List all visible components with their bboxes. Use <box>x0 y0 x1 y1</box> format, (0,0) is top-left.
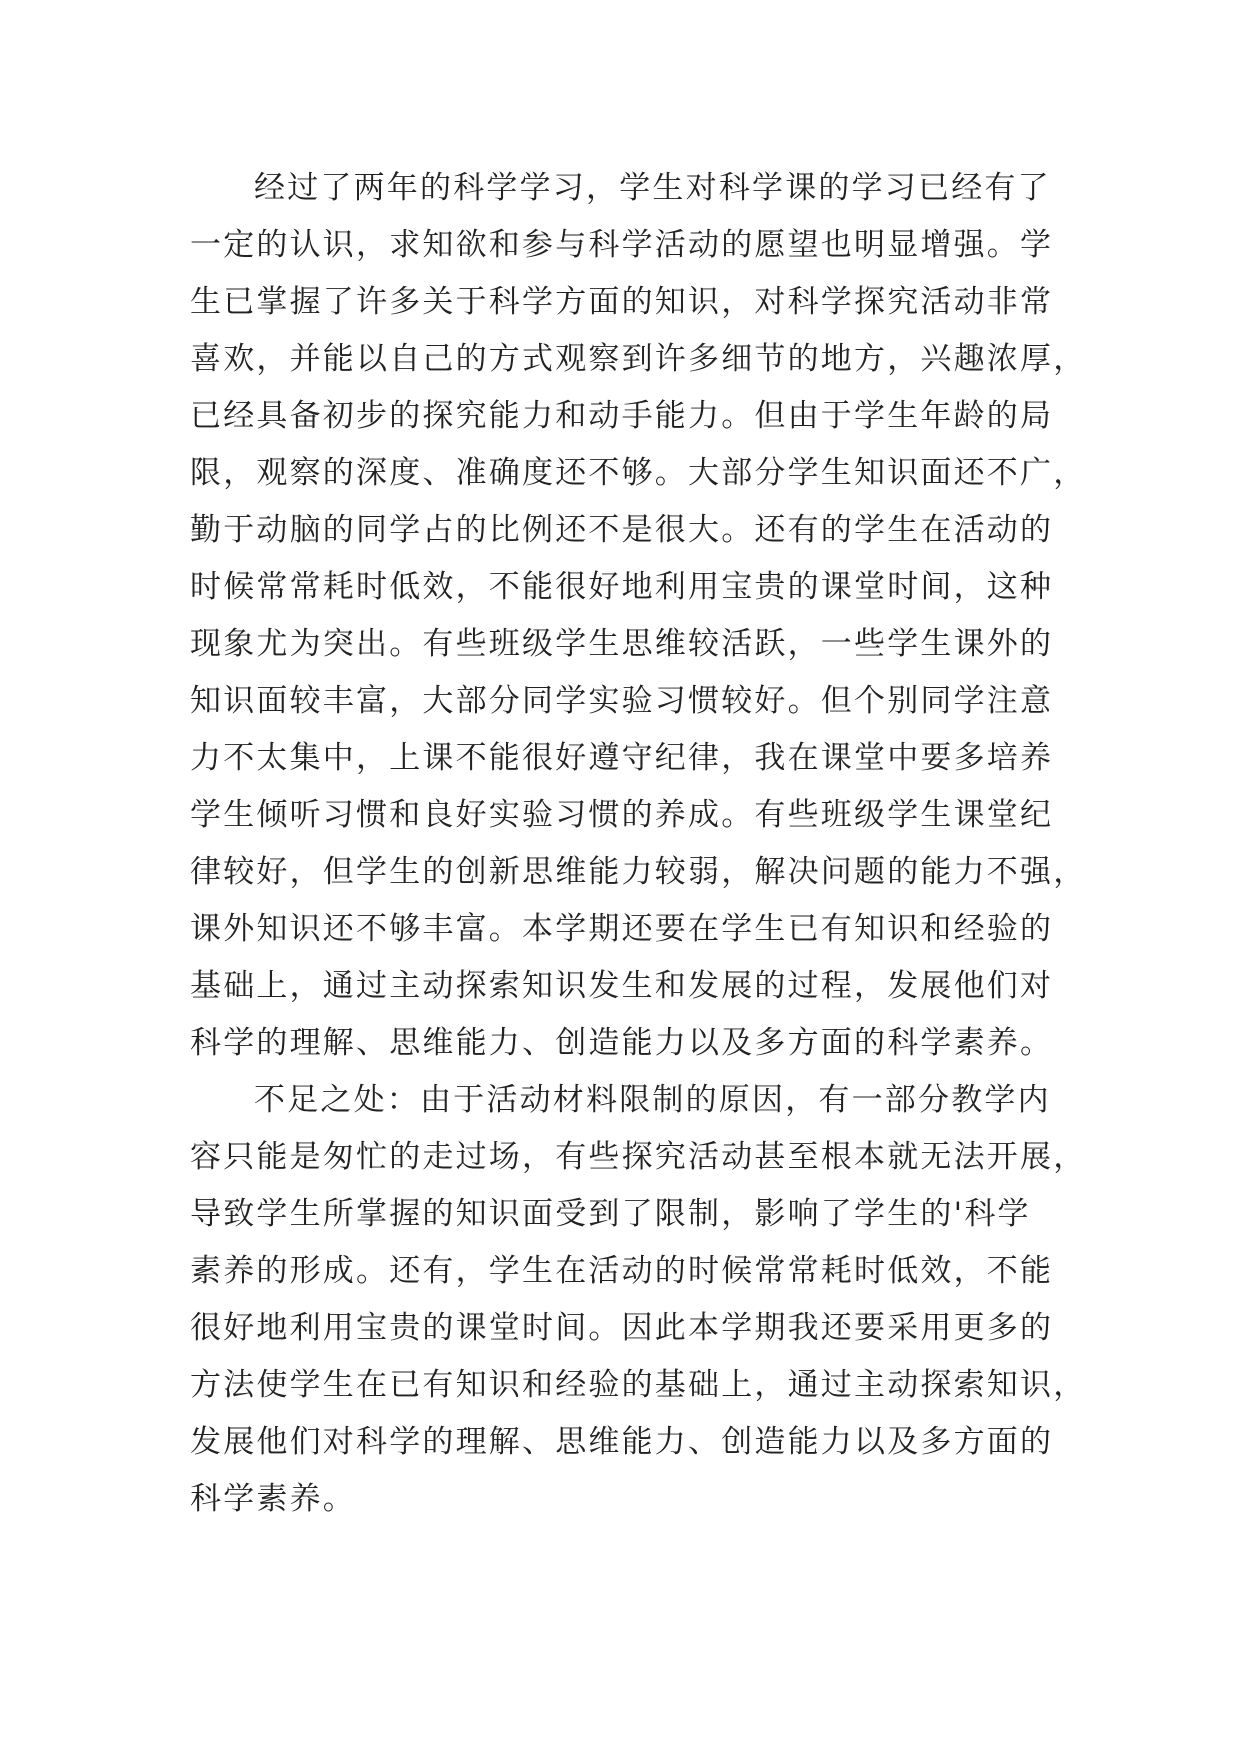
text-line: 时候常常耗时低效，不能很好地利用宝贵的课堂时间，这种 <box>190 569 1054 605</box>
text-line: 现象尤为突出。有些班级学生思维较活跃，一些学生课外的 <box>190 626 1054 662</box>
text-line: 科学素养。 <box>190 1481 356 1517</box>
text-line: 力不太集中，上课不能很好遵守纪律，我在课堂中要多培养 <box>190 740 1054 776</box>
text-line: 学生倾听习惯和良好实验习惯的养成。有些班级学生课堂纪 <box>190 797 1054 833</box>
text-line: 勤于动脑的同学占的比例还不是很大。还有的学生在活动的 <box>190 512 1054 548</box>
text-line: 经过了两年的科学学习，学生对科学课的学习已经有了 <box>254 170 1051 206</box>
paragraph-student-analysis <box>190 160 1087 1072</box>
paragraph-shortcomings <box>190 1072 1087 1528</box>
text-line: 方法使学生在已有知识和经验的基础上，通过主动探索知识， <box>190 1367 1087 1403</box>
text-line: 容只能是匆忙的走过场，有些探究活动甚至根本就无法开展， <box>190 1139 1087 1175</box>
text-line: 已经具备初步的探究能力和动手能力。但由于学生年龄的局 <box>190 398 1054 434</box>
text-line: 生已掌握了许多关于科学方面的知识，对科学探究活动非常 <box>190 284 1054 320</box>
text-line: 一定的认识，求知欲和参与科学活动的愿望也明显增强。学 <box>190 227 1054 263</box>
text-line: 发展他们对科学的理解、思维能力、创造能力以及多方面的 <box>190 1424 1054 1460</box>
text-line: 素养的形成。还有，学生在活动的时候常常耗时低效，不能 <box>190 1253 1054 1289</box>
text-line: 科学的理解、思维能力、创造能力以及多方面的科学素养。 <box>190 1025 1054 1061</box>
text-line: 不足之处：由于活动材料限制的原因，有一部分教学内 <box>254 1082 1051 1118</box>
text-line: 导致学生所掌握的知识面受到了限制，影响了学生的'科学 <box>190 1196 1031 1232</box>
text-line: 基础上，通过主动探索知识发生和发展的过程，发展他们对 <box>190 968 1054 1004</box>
text-line: 限，观察的深度、准确度还不够。大部分学生知识面还不广， <box>190 455 1087 491</box>
text-line: 知识面较丰富，大部分同学实验习惯较好。但个别同学注意 <box>190 683 1054 719</box>
text-line: 律较好，但学生的创新思维能力较弱，解决问题的能力不强， <box>190 854 1087 890</box>
text-line: 很好地利用宝贵的课堂时间。因此本学期我还要采用更多的 <box>190 1310 1054 1346</box>
text-line: 喜欢，并能以自己的方式观察到许多细节的地方，兴趣浓厚， <box>190 341 1087 377</box>
text-line: 课外知识还不够丰富。本学期还要在学生已有知识和经验的 <box>190 911 1054 947</box>
document-body <box>190 160 1087 1528</box>
